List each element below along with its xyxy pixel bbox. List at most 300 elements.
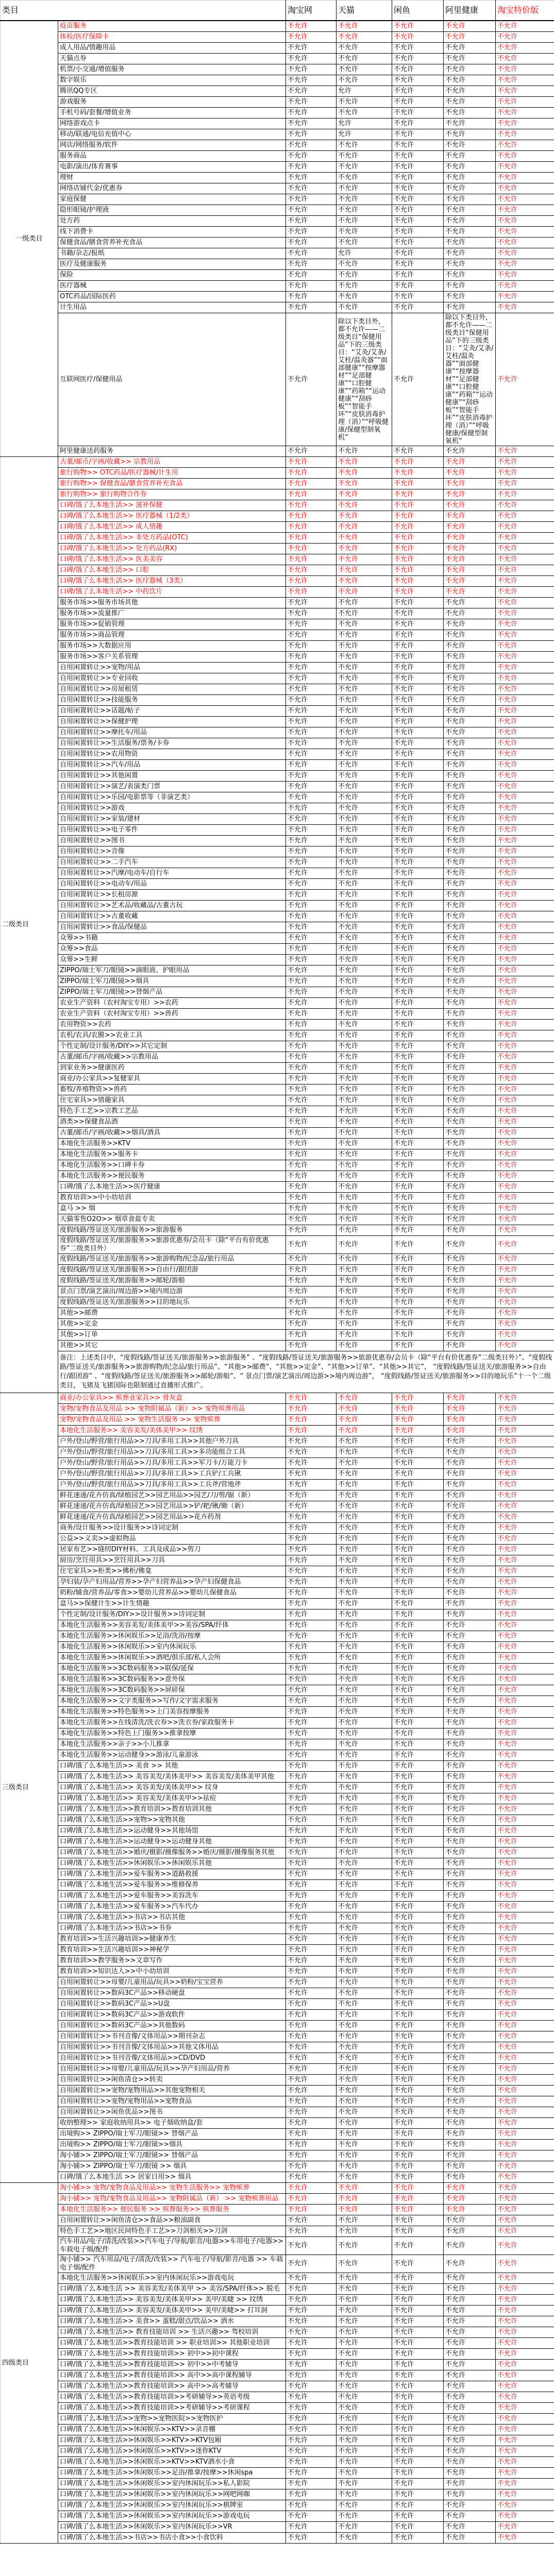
value-alihealth: 不允许 — [444, 2031, 496, 2042]
table-row — [1, 1117, 554, 1128]
value-tmall: 不允许 — [337, 1095, 392, 1106]
table-row — [1, 1393, 554, 1404]
value-tmall: 不允许 — [337, 2370, 392, 2381]
value-taobao: 不允许 — [286, 1891, 337, 1902]
table-row — [1, 2107, 554, 2118]
value-taobao: 不允许 — [286, 1739, 337, 1750]
section-label: 一级类目 — [1, 21, 58, 457]
value-xianyu: 不允许 — [392, 479, 444, 489]
value-xianyu: 不允许 — [392, 1685, 444, 1696]
value-tmall: 不允许 — [337, 2075, 392, 2086]
value-alihealth: 不允许 — [444, 500, 496, 511]
value-alihealth: 不允许 — [444, 1631, 496, 1642]
table-row — [1, 1171, 554, 1182]
value-tmall: 不允许 — [337, 32, 392, 43]
value-xianyu: 不允许 — [392, 1160, 444, 1171]
category-name: 服务市场>>流量推广 — [58, 608, 286, 619]
value-tmall: 不允许 — [337, 1685, 392, 1696]
table-row — [1, 944, 554, 955]
value-taobao-special: 不允许 — [496, 162, 554, 173]
value-alihealth: 不允许 — [444, 987, 496, 998]
category-name: 景点门票/演艺演出/周边游>>境内周边游 — [58, 1286, 286, 1297]
value-taobao-special: 不允许 — [496, 565, 554, 576]
value-alihealth: 不允许 — [444, 75, 496, 86]
value-alihealth: 不允许 — [444, 598, 496, 608]
table-row — [1, 1912, 554, 1923]
value-tmall: 不允许 — [337, 1276, 392, 1286]
value-tmall: 不允许 — [337, 446, 392, 457]
category-name: 厨房/烹饪用具>>烹饪用具>>刀具 — [58, 1555, 286, 1566]
value-taobao-special: 不允许 — [496, 1653, 554, 1664]
value-alihealth: 不允许 — [444, 1902, 496, 1912]
value-taobao: 不允许 — [286, 1653, 337, 1664]
value-alihealth: 除以下类目外，都不允许——二级类目“保健用品”下的三级类目：“艾灸/艾条/艾柱/温灸器”“面部健康”“按摩器材”“足部健康”“口腔健康”“药箱”“运动健康”“刮痧板”“智能手环”“皮肤消毒护理（消）”“呼吸健康/保健型制氧机” — [444, 313, 496, 446]
value-alihealth: 不允许 — [444, 901, 496, 911]
value-tmall: 不允许 — [337, 281, 392, 292]
value-tmall: 不允许 — [337, 760, 392, 771]
section-label: 三级类目 — [1, 1393, 58, 2183]
value-alihealth: 不允许 — [444, 2161, 496, 2172]
value-alihealth: 不允许 — [444, 2435, 496, 2446]
value-alihealth: 不允许 — [444, 2457, 496, 2468]
value-xianyu: 不允许 — [392, 1523, 444, 1534]
value-alihealth: 不允许 — [444, 1469, 496, 1480]
value-alihealth: 不允许 — [444, 1664, 496, 1674]
value-tmall: 不允许 — [337, 1534, 392, 1545]
value-xianyu: 不允许 — [392, 1858, 444, 1869]
value-taobao: 不允许 — [286, 554, 337, 565]
value-taobao-special: 不允许 — [496, 64, 554, 75]
value-tmall: 不允许 — [337, 1523, 392, 1534]
value-taobao: 不允许 — [286, 846, 337, 857]
table-row — [1, 2021, 554, 2031]
table-row — [1, 619, 554, 630]
category-name: 度假线路/签证送关/旅游服务>>邮轮/游船 — [58, 1276, 286, 1286]
value-xianyu: 不允许 — [392, 2255, 444, 2273]
category-name: 口碑/饿了么本地生活>> 滋补保健 — [58, 500, 286, 511]
value-tmall: 不允许 — [337, 183, 392, 194]
value-alihealth: 不允许 — [444, 2107, 496, 2118]
header-taobao: 淘宝网 — [286, 1, 337, 21]
table-row — [1, 2360, 554, 2370]
value-taobao: 不允许 — [286, 1480, 337, 1490]
value-tmall: 不允许 — [337, 2479, 392, 2489]
category-name: 其他>>其它 — [58, 1341, 286, 1351]
value-taobao-special: 不允许 — [496, 2172, 554, 2183]
table-row — [1, 2425, 554, 2435]
value-taobao: 不允许 — [286, 987, 337, 998]
category-name: 本地化生活服务>>在线清洗/洗衣券>>洗衣券/家政服务卡 — [58, 1718, 286, 1728]
value-taobao: 不允许 — [286, 760, 337, 771]
value-xianyu: 不允许 — [392, 32, 444, 43]
value-taobao: 不允许 — [286, 1225, 337, 1236]
value-xianyu: 不允许 — [392, 738, 444, 749]
value-xianyu: 不允许 — [392, 500, 444, 511]
value-tmall: 不允许 — [337, 173, 392, 183]
table-row — [1, 500, 554, 511]
table-row — [1, 2479, 554, 2489]
value-xianyu: 不允许 — [392, 54, 444, 64]
value-tmall: 不允许 — [337, 987, 392, 998]
value-alihealth: 不允许 — [444, 2183, 496, 2194]
table-row — [1, 792, 554, 803]
value-taobao: 不允许 — [286, 1761, 337, 1772]
value-taobao-special: 不允许 — [496, 2533, 554, 2544]
value-alihealth: 不允许 — [444, 2468, 496, 2479]
header-row — [1, 1, 554, 21]
value-taobao: 不允许 — [286, 2107, 337, 2118]
value-taobao: 不允许 — [286, 259, 337, 270]
value-xianyu: 不允许 — [392, 1772, 444, 1783]
value-xianyu: 不允许 — [392, 771, 444, 782]
category-name: 数字娱乐 — [58, 75, 286, 86]
value-tmall: 不允许 — [337, 2237, 392, 2255]
category-name: 淘小铺>> ZIPPO/瑞士军刀/眼镜 >> 烟具 — [58, 2161, 286, 2172]
value-xianyu: 不允许 — [392, 1512, 444, 1523]
value-xianyu: 不允许 — [392, 1063, 444, 1074]
value-xianyu: 不允许 — [392, 684, 444, 695]
value-tmall: 不允许 — [337, 1631, 392, 1642]
value-taobao-special: 不允许 — [496, 2021, 554, 2031]
value-taobao: 不允许 — [286, 1848, 337, 1858]
table-row — [1, 1254, 554, 1265]
table-row — [1, 2118, 554, 2129]
value-xianyu: 不允许 — [392, 511, 444, 522]
table-row — [1, 890, 554, 901]
value-alihealth: 不允许 — [444, 1653, 496, 1664]
value-taobao: 不允许 — [286, 1501, 337, 1512]
value-taobao: 不允许 — [286, 1276, 337, 1286]
value-tmall: 不允许 — [337, 1254, 392, 1265]
value-alihealth: 不允许 — [444, 836, 496, 846]
value-taobao-special: 不允许 — [496, 2226, 554, 2237]
value-tmall: 不允许 — [337, 738, 392, 749]
value-tmall: 不允许 — [337, 1139, 392, 1149]
value-alihealth: 不允许 — [444, 1160, 496, 1171]
value-tmall: 不允许 — [337, 576, 392, 587]
value-tmall: 不允许 — [337, 64, 392, 75]
table-row — [1, 2150, 554, 2161]
value-taobao-special: 不允许 — [496, 1095, 554, 1106]
value-tmall: 不允许 — [337, 1653, 392, 1664]
category-name: 酒类>>保健食品酒 — [58, 1117, 286, 1128]
category-name: 口碑/饿了么本地生活>> 口腔 — [58, 565, 286, 576]
value-alihealth: 不允许 — [444, 1739, 496, 1750]
value-tmall: 不允许 — [337, 2403, 392, 2414]
value-tmall: 不允许 — [337, 1117, 392, 1128]
value-tmall: 不允许 — [337, 2129, 392, 2140]
value-taobao: 不允许 — [286, 2500, 337, 2511]
category-name: 教育培训>>生活兴趣培训>>健康养生 — [58, 1934, 286, 1945]
value-taobao-special: 不允许 — [496, 1330, 554, 1341]
value-xianyu: 不允许 — [392, 1923, 444, 1934]
value-alihealth: 不允许 — [444, 2096, 496, 2107]
value-taobao-special: 不允许 — [496, 1826, 554, 1837]
value-xianyu: 不允许 — [392, 1297, 444, 1308]
value-taobao: 不允许 — [286, 183, 337, 194]
value-taobao-special: 不允许 — [496, 2349, 554, 2360]
value-alihealth: 不允许 — [444, 771, 496, 782]
value-alihealth: 不允许 — [444, 1404, 496, 1415]
table-row — [1, 738, 554, 749]
category-name: 口碑/饿了么本地生活>> 中药饮片 — [58, 587, 286, 598]
value-xianyu: 不允许 — [392, 1631, 444, 1642]
value-alihealth: 不允许 — [444, 2533, 496, 2544]
value-taobao: 不允许 — [286, 1117, 337, 1128]
category-name: 自用闲置转让>>食品/保健品 — [58, 922, 286, 933]
value-taobao-special: 不允许 — [496, 1214, 554, 1225]
value-tmall: 不允许 — [337, 2522, 392, 2533]
table-row — [1, 1664, 554, 1674]
value-xianyu: 不允许 — [392, 1404, 444, 1415]
value-taobao-special: 不允许 — [496, 1469, 554, 1480]
value-taobao-special: 不允许 — [496, 1204, 554, 1214]
value-xianyu: 不允许 — [392, 1555, 444, 1566]
table-row — [1, 1534, 554, 1545]
value-alihealth: 不允许 — [444, 1330, 496, 1341]
value-taobao-special: 不允许 — [496, 1404, 554, 1415]
value-taobao-special: 不允许 — [496, 1265, 554, 1276]
table-row — [1, 1052, 554, 1063]
table-row — [1, 2522, 554, 2533]
value-tmall: 不允许 — [337, 544, 392, 554]
value-tmall: 不允许 — [337, 1707, 392, 1718]
value-alihealth: 不允许 — [444, 64, 496, 75]
table-row — [1, 2172, 554, 2183]
value-tmall: 不允许 — [337, 901, 392, 911]
value-taobao: 不允许 — [286, 1609, 337, 1620]
value-tmall: 不允许 — [337, 879, 392, 890]
value-taobao: 不允许 — [286, 500, 337, 511]
value-taobao: 不允许 — [286, 248, 337, 259]
table-row — [1, 194, 554, 205]
value-xianyu: 不允许 — [392, 630, 444, 641]
value-alihealth: 不允许 — [444, 1393, 496, 1404]
table-row — [1, 965, 554, 976]
table-row — [1, 97, 554, 108]
value-xianyu: 不允许 — [392, 1599, 444, 1609]
value-taobao: 不允许 — [286, 238, 337, 248]
value-taobao-special: 不允许 — [496, 1664, 554, 1674]
category-name: 口碑/饿了么本地生活>>爱车服务>>汽车代办 — [58, 1902, 286, 1912]
value-alihealth: 不允许 — [444, 890, 496, 901]
value-xianyu: 不允许 — [392, 857, 444, 868]
value-xianyu: 不允许 — [392, 1977, 444, 1988]
value-taobao-special: 不允许 — [496, 2010, 554, 2021]
value-tmall: 不允许 — [337, 500, 392, 511]
header-alihealth: 阿里健康 — [444, 1, 496, 21]
table-row — [1, 1447, 554, 1458]
value-tmall: 不允许 — [337, 108, 392, 118]
value-xianyu: 不允许 — [392, 760, 444, 771]
value-taobao: 不允许 — [286, 522, 337, 533]
category-name: 口碑/饿了么本地生活>> 美容美发/美体美甲>>祛痘 — [58, 1793, 286, 1804]
value-xianyu: 不允许 — [392, 2533, 444, 2544]
value-taobao-special: 不允许 — [496, 248, 554, 259]
value-taobao: 不允许 — [286, 2457, 337, 2468]
value-taobao: 不允许 — [286, 54, 337, 64]
value-xianyu: 不允许 — [392, 259, 444, 270]
value-xianyu: 不允许 — [392, 1837, 444, 1848]
value-alihealth: 不允许 — [444, 706, 496, 717]
value-xianyu: 不允许 — [392, 313, 444, 446]
section-label: 四级类目 — [1, 2183, 58, 2544]
value-xianyu: 不允许 — [392, 43, 444, 54]
value-taobao-special: 不允许 — [496, 1772, 554, 1783]
category-name: 口碑/饿了么本地生活>>休闲娱乐>>室内休闲玩乐>>私人影院 — [58, 2479, 286, 2489]
value-tmall: 不允许 — [337, 1009, 392, 1020]
value-taobao-special: 不允许 — [496, 2403, 554, 2414]
category-name: 古董/邮币/字画/收藏>> 宗教用品 — [58, 457, 286, 468]
category-name: 旅行购物>> OTC药品/医疗器械/计生用 — [58, 468, 286, 479]
table-row — [1, 2511, 554, 2522]
value-taobao-special: 不允许 — [496, 2414, 554, 2425]
value-taobao-special: 不允许 — [496, 2237, 554, 2255]
table-row — [1, 1804, 554, 1815]
category-name: 本地化生活服务>>休闲娱乐>>足浴/洗浴/按摩 — [58, 1631, 286, 1642]
value-tmall: 不允许 — [337, 2338, 392, 2349]
value-tmall: 允许 — [337, 86, 392, 97]
value-taobao-special: 不允许 — [496, 1534, 554, 1545]
category-name: 宠物/宠物食品及用品 >> 宠物生活服务 >> 宠物殡葬 — [58, 1415, 286, 1426]
value-taobao-special: 不允许 — [496, 238, 554, 248]
table-row — [1, 1988, 554, 1999]
value-taobao: 不允许 — [286, 1254, 337, 1265]
table-row — [1, 1707, 554, 1718]
category-name: 自用闲置转让>>宠物/宠物用品>>宠物食品 — [58, 2096, 286, 2107]
value-alihealth: 不允许 — [444, 2042, 496, 2053]
value-tmall: 不允许 — [337, 2295, 392, 2306]
value-xianyu: 不允许 — [392, 1945, 444, 1956]
value-alihealth: 不允许 — [444, 2446, 496, 2457]
category-name: 教育培训>>中小幼培训 — [58, 1193, 286, 1204]
table-row — [1, 836, 554, 846]
category-name: 本地化生活服务>>休闲娱乐>>室内休闲玩乐 — [58, 1642, 286, 1653]
value-alihealth: 不允许 — [444, 194, 496, 205]
value-taobao-special: 不允许 — [496, 1480, 554, 1490]
value-taobao: 不允许 — [286, 2064, 337, 2075]
value-xianyu: 不允许 — [392, 1254, 444, 1265]
value-xianyu: 不允许 — [392, 238, 444, 248]
value-alihealth: 不允许 — [444, 1074, 496, 1084]
category-name: 互联网医疗/保健用品 — [58, 313, 286, 446]
value-taobao: 不允许 — [286, 140, 337, 151]
table-row — [1, 1084, 554, 1095]
value-tmall: 不允许 — [337, 511, 392, 522]
table-row — [1, 673, 554, 684]
value-xianyu: 不允许 — [392, 1182, 444, 1193]
category-name: 本地化生活服务>> 便民服务 >> 殡葬服务>> 殡葬服务 — [58, 2205, 286, 2215]
value-xianyu: 不允许 — [392, 140, 444, 151]
value-taobao-special: 不允许 — [496, 1426, 554, 1436]
value-alihealth: 不允许 — [444, 1106, 496, 1117]
category-name: 口碑/饿了么本地生活>> 美食>> 蛋糕/甜点/饮品>> 酒水 — [58, 2316, 286, 2327]
category-name: 口碑/饿了么本地生活>>休闲娱乐>>室内休闲玩乐>>VR — [58, 2522, 286, 2533]
value-taobao: 不允许 — [286, 1545, 337, 1555]
category-name: 服务市场>>服务市场其他 — [58, 598, 286, 608]
value-alihealth: 不允许 — [444, 1139, 496, 1149]
table-row — [1, 1793, 554, 1804]
value-xianyu: 不允许 — [392, 151, 444, 162]
value-taobao-special: 不允许 — [496, 890, 554, 901]
category-name: 商业/办公家具>> 殡葬业家具>> 骨灰盒 — [58, 1393, 286, 1404]
value-alihealth: 不允许 — [444, 846, 496, 857]
value-taobao: 不允许 — [286, 1393, 337, 1404]
value-xianyu: 不允许 — [392, 663, 444, 673]
category-name: 口碑/饿了么本地生活>> 美食 >> 其他 — [58, 1761, 286, 1772]
value-taobao-special: 不允许 — [496, 1193, 554, 1204]
value-taobao-special: 不允许 — [496, 1631, 554, 1642]
table-row — [1, 1490, 554, 1501]
value-tmall: 不允许 — [337, 976, 392, 987]
value-taobao-special: 不允许 — [496, 216, 554, 227]
value-xianyu: 不允许 — [392, 2316, 444, 2327]
value-tmall: 不允许 — [337, 652, 392, 663]
value-taobao: 不允许 — [286, 1707, 337, 1718]
value-tmall: 不允许 — [337, 54, 392, 64]
value-xianyu: 不允许 — [392, 565, 444, 576]
value-taobao-special: 不允许 — [496, 944, 554, 955]
value-xianyu: 不允许 — [392, 1620, 444, 1631]
value-alihealth: 不允许 — [444, 1588, 496, 1599]
value-tmall: 不允许 — [337, 1106, 392, 1117]
table-row — [1, 1999, 554, 2010]
value-taobao-special: 不允许 — [496, 2086, 554, 2096]
value-alihealth: 不允许 — [444, 2522, 496, 2533]
value-alihealth: 不允许 — [444, 1620, 496, 1631]
value-alihealth: 不允许 — [444, 1804, 496, 1815]
value-alihealth: 不允许 — [444, 1436, 496, 1447]
value-xianyu: 不允许 — [392, 792, 444, 803]
value-tmall: 不允许 — [337, 1063, 392, 1074]
value-taobao-special: 不允许 — [496, 2042, 554, 2053]
value-xianyu: 不允许 — [392, 1793, 444, 1804]
category-name: 自用闲置转让>>房屋租赁 — [58, 684, 286, 695]
category-name: 畜牧/养殖物资>>兽药 — [58, 1084, 286, 1095]
value-tmall: 不允许 — [337, 2183, 392, 2194]
category-name: 自用闲置转让>>数码3C产品>>其他数码 — [58, 2021, 286, 2031]
value-xianyu: 不允许 — [392, 1341, 444, 1351]
value-taobao-special: 不允许 — [496, 998, 554, 1009]
value-taobao-special: 不允许 — [496, 2273, 554, 2284]
value-alihealth: 不允许 — [444, 1750, 496, 1761]
value-xianyu: 不允许 — [392, 1084, 444, 1095]
value-taobao: 不允许 — [286, 1106, 337, 1117]
value-alihealth: 不允许 — [444, 717, 496, 727]
category-name: 口碑/饿了么本地生活>> 医疗器械（1/2类） — [58, 511, 286, 522]
value-tmall: 不允许 — [337, 270, 392, 281]
category-name: 口碑/饿了么本地生活>>爱车服务>>维修保养 — [58, 1880, 286, 1891]
value-alihealth: 不允许 — [444, 1848, 496, 1858]
table-row — [1, 1436, 554, 1447]
value-xianyu: 不允许 — [392, 1074, 444, 1084]
table-row — [1, 1837, 554, 1848]
value-taobao: 不允许 — [286, 1685, 337, 1696]
value-xianyu: 不允许 — [392, 1020, 444, 1030]
value-xianyu: 不允许 — [392, 836, 444, 846]
value-xianyu: 不允许 — [392, 814, 444, 825]
value-tmall: 不允许 — [337, 468, 392, 479]
value-tmall: 不允许 — [337, 1052, 392, 1063]
value-taobao-special: 不允许 — [496, 1848, 554, 1858]
value-taobao-special: 不允许 — [496, 2129, 554, 2140]
value-taobao-special: 不允许 — [496, 673, 554, 684]
value-tmall: 不允许 — [337, 2360, 392, 2370]
category-name: 农机/农具/农膜>>农业工具 — [58, 1030, 286, 1041]
value-alihealth: 不允许 — [444, 2500, 496, 2511]
value-alihealth: 不允许 — [444, 803, 496, 814]
category-name: 服务商品 — [58, 151, 286, 162]
